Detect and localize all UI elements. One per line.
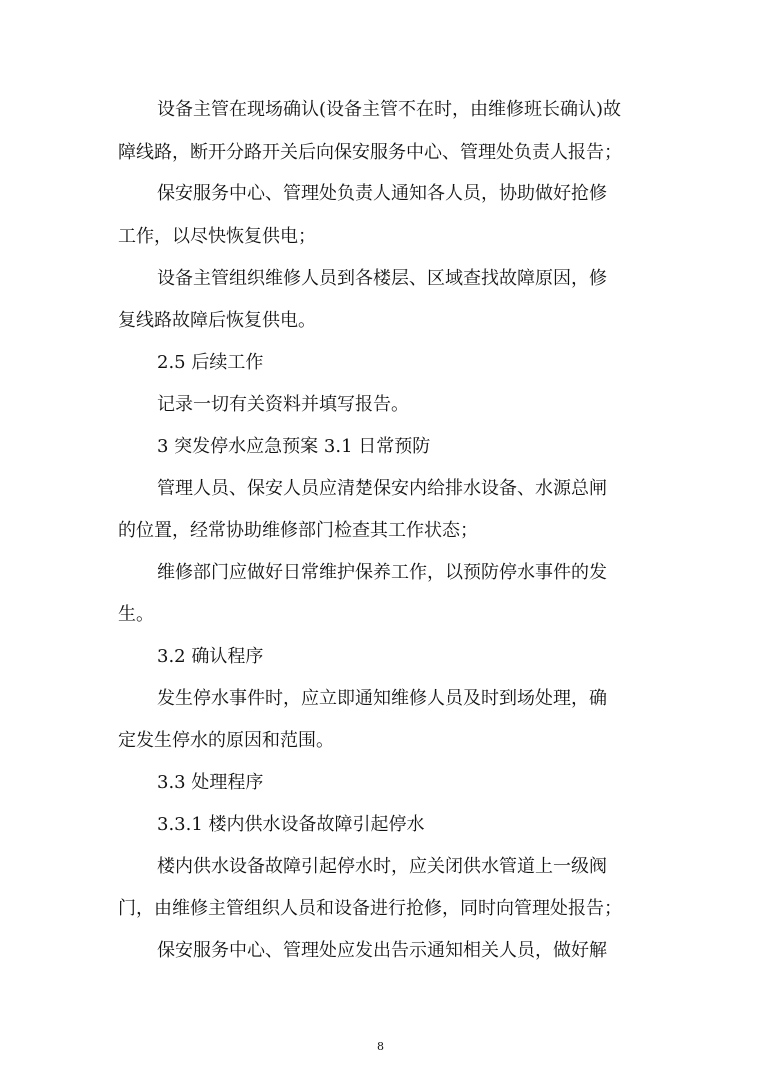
paragraph-line: 楼内供水设备故障引起停水时，应关闭供水管道上一级阀 bbox=[157, 856, 607, 877]
paragraph-line: 发生停水事件时，应立即通知维修人员及时到场处理，确 bbox=[157, 688, 607, 709]
section-heading: 3.3 处理程序 bbox=[157, 772, 264, 793]
paragraph-line: 保安服务中心、管理处负责人通知各人员，协助做好抢修 bbox=[157, 183, 607, 204]
section-heading: 3.2 确认程序 bbox=[157, 646, 264, 667]
page-number: 8 bbox=[377, 1040, 384, 1053]
paragraph-line: 管理人员、保安人员应清楚保安内给排水设备、水源总闸 bbox=[157, 478, 607, 499]
paragraph-line: 障线路，断开分路开关后向保安服务中心、管理处负责人报告； bbox=[118, 142, 622, 163]
paragraph-line: 工作，以尽快恢复供电； bbox=[118, 226, 316, 247]
paragraph-line: 保安服务中心、管理处应发出告示通知相关人员，做好解 bbox=[157, 940, 607, 961]
paragraph-line: 复线路故障后恢复供电。 bbox=[118, 310, 316, 331]
paragraph-line: 生。 bbox=[118, 604, 154, 625]
section-heading: 3.3.1 楼内供水设备故障引起停水 bbox=[157, 814, 425, 835]
paragraph-line: 门，由维修主管组织人员和设备进行抢修，同时向管理处报告； bbox=[118, 898, 622, 919]
section-heading: 3 突发停水应急预案 3.1 日常预防 bbox=[157, 436, 431, 457]
paragraph-line: 记录一切有关资料并填写报告。 bbox=[157, 394, 409, 415]
paragraph-line: 设备主管在现场确认(设备主管不在时，由维修班长确认)故 bbox=[157, 99, 622, 120]
paragraph-line: 设备主管组织维修人员到各楼层、区域查找故障原因，修 bbox=[157, 268, 607, 289]
paragraph-line: 定发生停水的原因和范围。 bbox=[118, 730, 334, 751]
paragraph-line: 维修部门应做好日常维护保养工作，以预防停水事件的发 bbox=[157, 562, 607, 583]
section-heading: 2.5 后续工作 bbox=[157, 352, 264, 373]
paragraph-line: 的位置，经常协助维修部门检查其工作状态； bbox=[118, 520, 478, 541]
